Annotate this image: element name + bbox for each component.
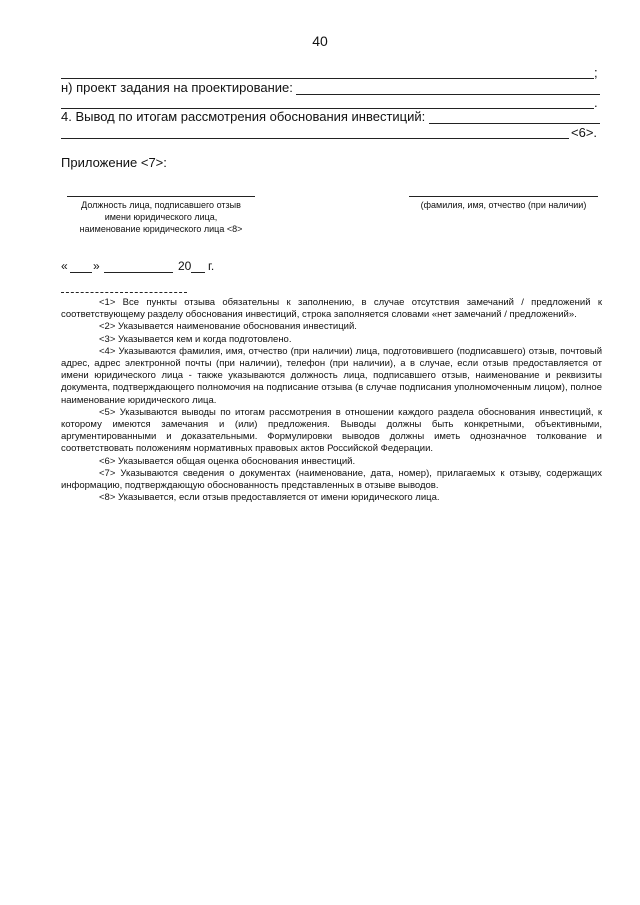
signature-left-caption — [56, 199, 266, 235]
footnote-4: <4> Указываются фамилия, имя, отчество (при наличии) лица, подготовившего (подписавшего) отзыв, почтовый адрес, адрес электронной почты (при наличии), телефон (при наличии), а в случае, если отзыв предоставляется от имени юридического лица - также указываются должность лица, подписавшего отзыв, наименование и реквизиты документа, подтверждающего полномочия на подписание отзыва (в случае подписания уполномоченным лицом), полное наименование юридического лица. — [61, 345, 602, 406]
footnote-3: <3> Указывается кем и когда подготовлено. — [99, 333, 292, 345]
date-year-blank — [191, 272, 205, 273]
date-close-quote: » — [93, 259, 100, 273]
item-4-blank-line-2 — [61, 138, 569, 139]
date-year-prefix: 20 — [178, 259, 192, 273]
date-day-blank — [70, 272, 92, 273]
line-3-end: . — [594, 95, 598, 110]
appendix-label: Приложение <7>: — [61, 155, 167, 170]
item-4-ref: <6>. — [571, 125, 598, 140]
form-blank-line-1 — [61, 78, 594, 79]
item-n-label: н) проект задания на проектирование: — [61, 80, 293, 95]
line-1-end: ; — [594, 65, 598, 80]
page-number: 40 — [312, 33, 328, 49]
footnote-2: <2> Указывается наименование обоснования инвестиций. — [99, 321, 357, 333]
footnote-8: <8> Указывается, если отзыв предоставляется от имени юридического лица. — [99, 492, 440, 504]
item-4-label: 4. Вывод по итогам рассмотрения обоснования инвестиций: — [61, 109, 426, 124]
date-month-blank — [104, 272, 173, 273]
signature-left-caption-line: наименование юридического лица <8> — [79, 224, 243, 234]
footnote-1: <1> Все пункты отзыва обязательны к заполнению, в случае отсутствия замечаний / предложений к соответствующему разделу обоснования инвестиций, строка заполняется словами «нет замечаний / предложений». — [61, 297, 602, 321]
signature-left-caption-line: Должность лица, подписавшего отзыв — [81, 200, 241, 210]
signature-right-caption: (фамилия, имя, отчество (при наличии) — [420, 200, 587, 210]
footnote-separator — [61, 292, 187, 293]
footnote-7: <7> Указываются сведения о документах (наименование, дата, номер), прилагаемых к отзыву, содержащих информацию, подтверждающую обоснованность представленных в отзыве выводов. — [61, 467, 602, 492]
footnotes — [61, 297, 602, 504]
item-n-blank-line — [296, 94, 600, 95]
footnote-5: <5> Указываются выводы по итогам рассмотрения в отношении каждого раздела обоснования инвестиций, к которому имеются замечания и (или) предложения. Выводы должны быть конкретными, объективными, аргументированными и доказательными. Формулировки выводов должны иметь однозначное толкование и соответствовать положениям нормативных правовых актов Российской Федерации. — [61, 406, 602, 455]
date-year-suffix: г. — [208, 259, 215, 273]
footnote-6: <6> Указывается общая оценка обоснования инвестиций. — [99, 455, 356, 467]
signature-right-line — [409, 196, 598, 197]
item-4-blank-line — [429, 123, 600, 124]
signature-left-caption-line: имени юридического лица, — [104, 212, 218, 222]
date-open-quote: « — [61, 259, 68, 273]
signature-left-line — [67, 196, 255, 197]
